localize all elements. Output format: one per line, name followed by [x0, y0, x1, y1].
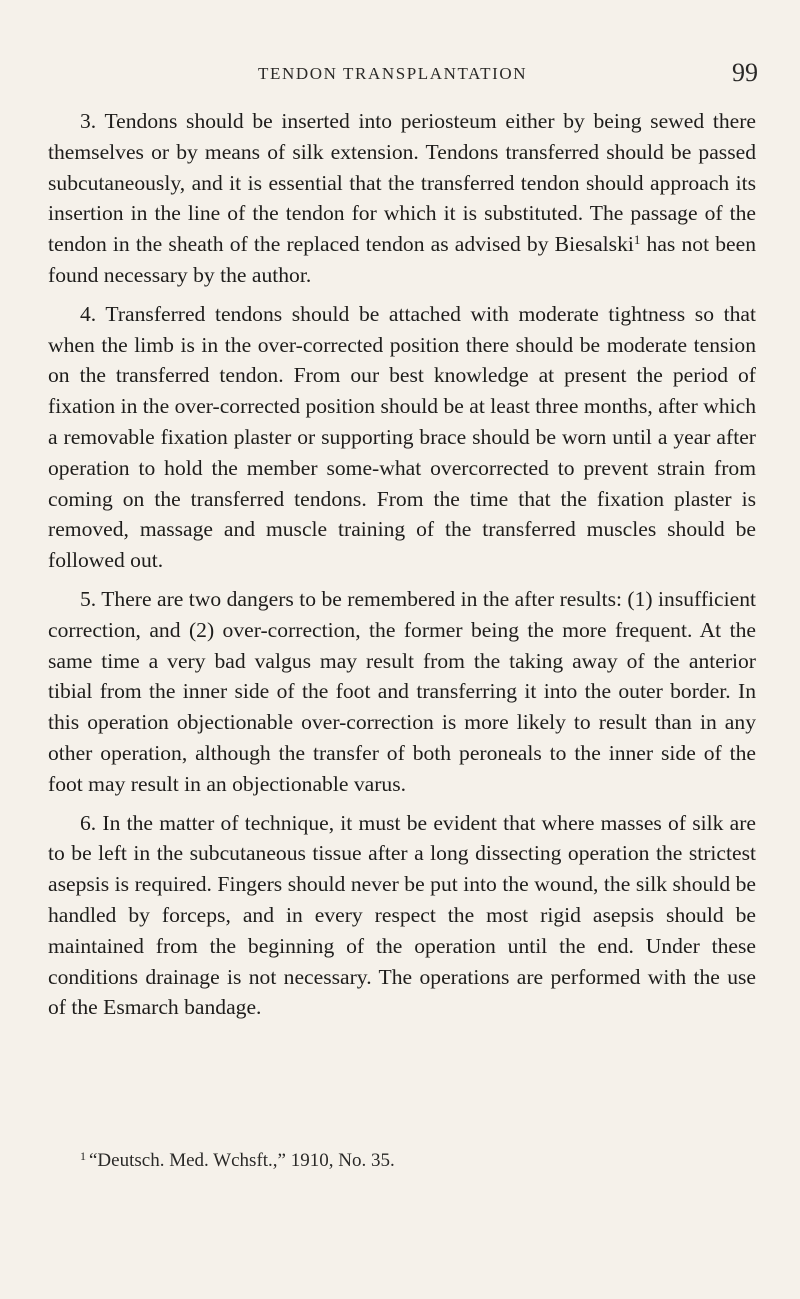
paragraph-6: 6. In the matter of technique, it must be evident that where masses of silk are to be left in the subcutaneous tissue after a long dissecting operation the strictest asepsis is required. Fingers should never be put into the wound, the silk should be handled by forceps, and in every respect the most rigid asepsis should be maintained from the beginning of the operation until the end. Under these conditions drainage is not necessary. The operations are performed with the use of the Esmarch bandage. — [48, 810, 756, 1020]
footnote-number: 1 — [80, 1149, 86, 1163]
paragraph-4: 4. Transferred tendons should be attached with moderate tightness so that when the limb is in the over-corrected position there should be moderate tension on the transferred tendon. From our best knowledge at present the period of fixation in the over-corrected position should be at least three months, after which a removable fixation plaster or supporting brace should be worn until a year after operation to hold the member some-what overcorrected to prevent strain from coming on the transferred tendons. From the time that the fixation plaster is removed, massage and muscle training of the transferred muscles should be followed out. — [48, 301, 756, 573]
book-page — [48, 0, 760, 1299]
footnote — [80, 1148, 756, 1174]
footnote-reference-mark: 1 — [633, 232, 641, 248]
paragraph-5: 5. There are two dangers to be remembered in the after results: (1) insufficient correction, and (2) over-correction, the former being the more frequent. At the same time a very bad valgus may result from the taking away of the anterior tibial from the inner side of the foot and transferring it into the outer border. In this operation objectionable over-correction is more likely to result than in any other operation, although the transfer of both peroneals to the inner side of the foot may result in an objectionable varus. — [48, 586, 756, 796]
paragraph-3 — [48, 106, 756, 291]
body-text — [48, 106, 756, 1023]
paragraph-3-text-part-1: 3. Tendons should be inserted into periosteum either by being sewed there themselves or by means of silk extension. Tendons transferred should be passed subcutaneously, and it is essential that the transferred tendon should approach its insertion in the line of the tendon for which it is substituted. The passage of the tendon in the sheath of the replaced tendon as advised by Biesalski — [48, 109, 756, 257]
footnote-text: “Deutsch. Med. Wchsft.,” 1910, No. 35. — [89, 1150, 395, 1171]
paragraph-3-text-part-2: has not been found necessary by the author. — [48, 232, 756, 287]
running-head — [48, 58, 760, 92]
page-number: 99 — [732, 58, 758, 87]
running-head-title: TENDON TRANSPLANTATION — [258, 64, 528, 83]
